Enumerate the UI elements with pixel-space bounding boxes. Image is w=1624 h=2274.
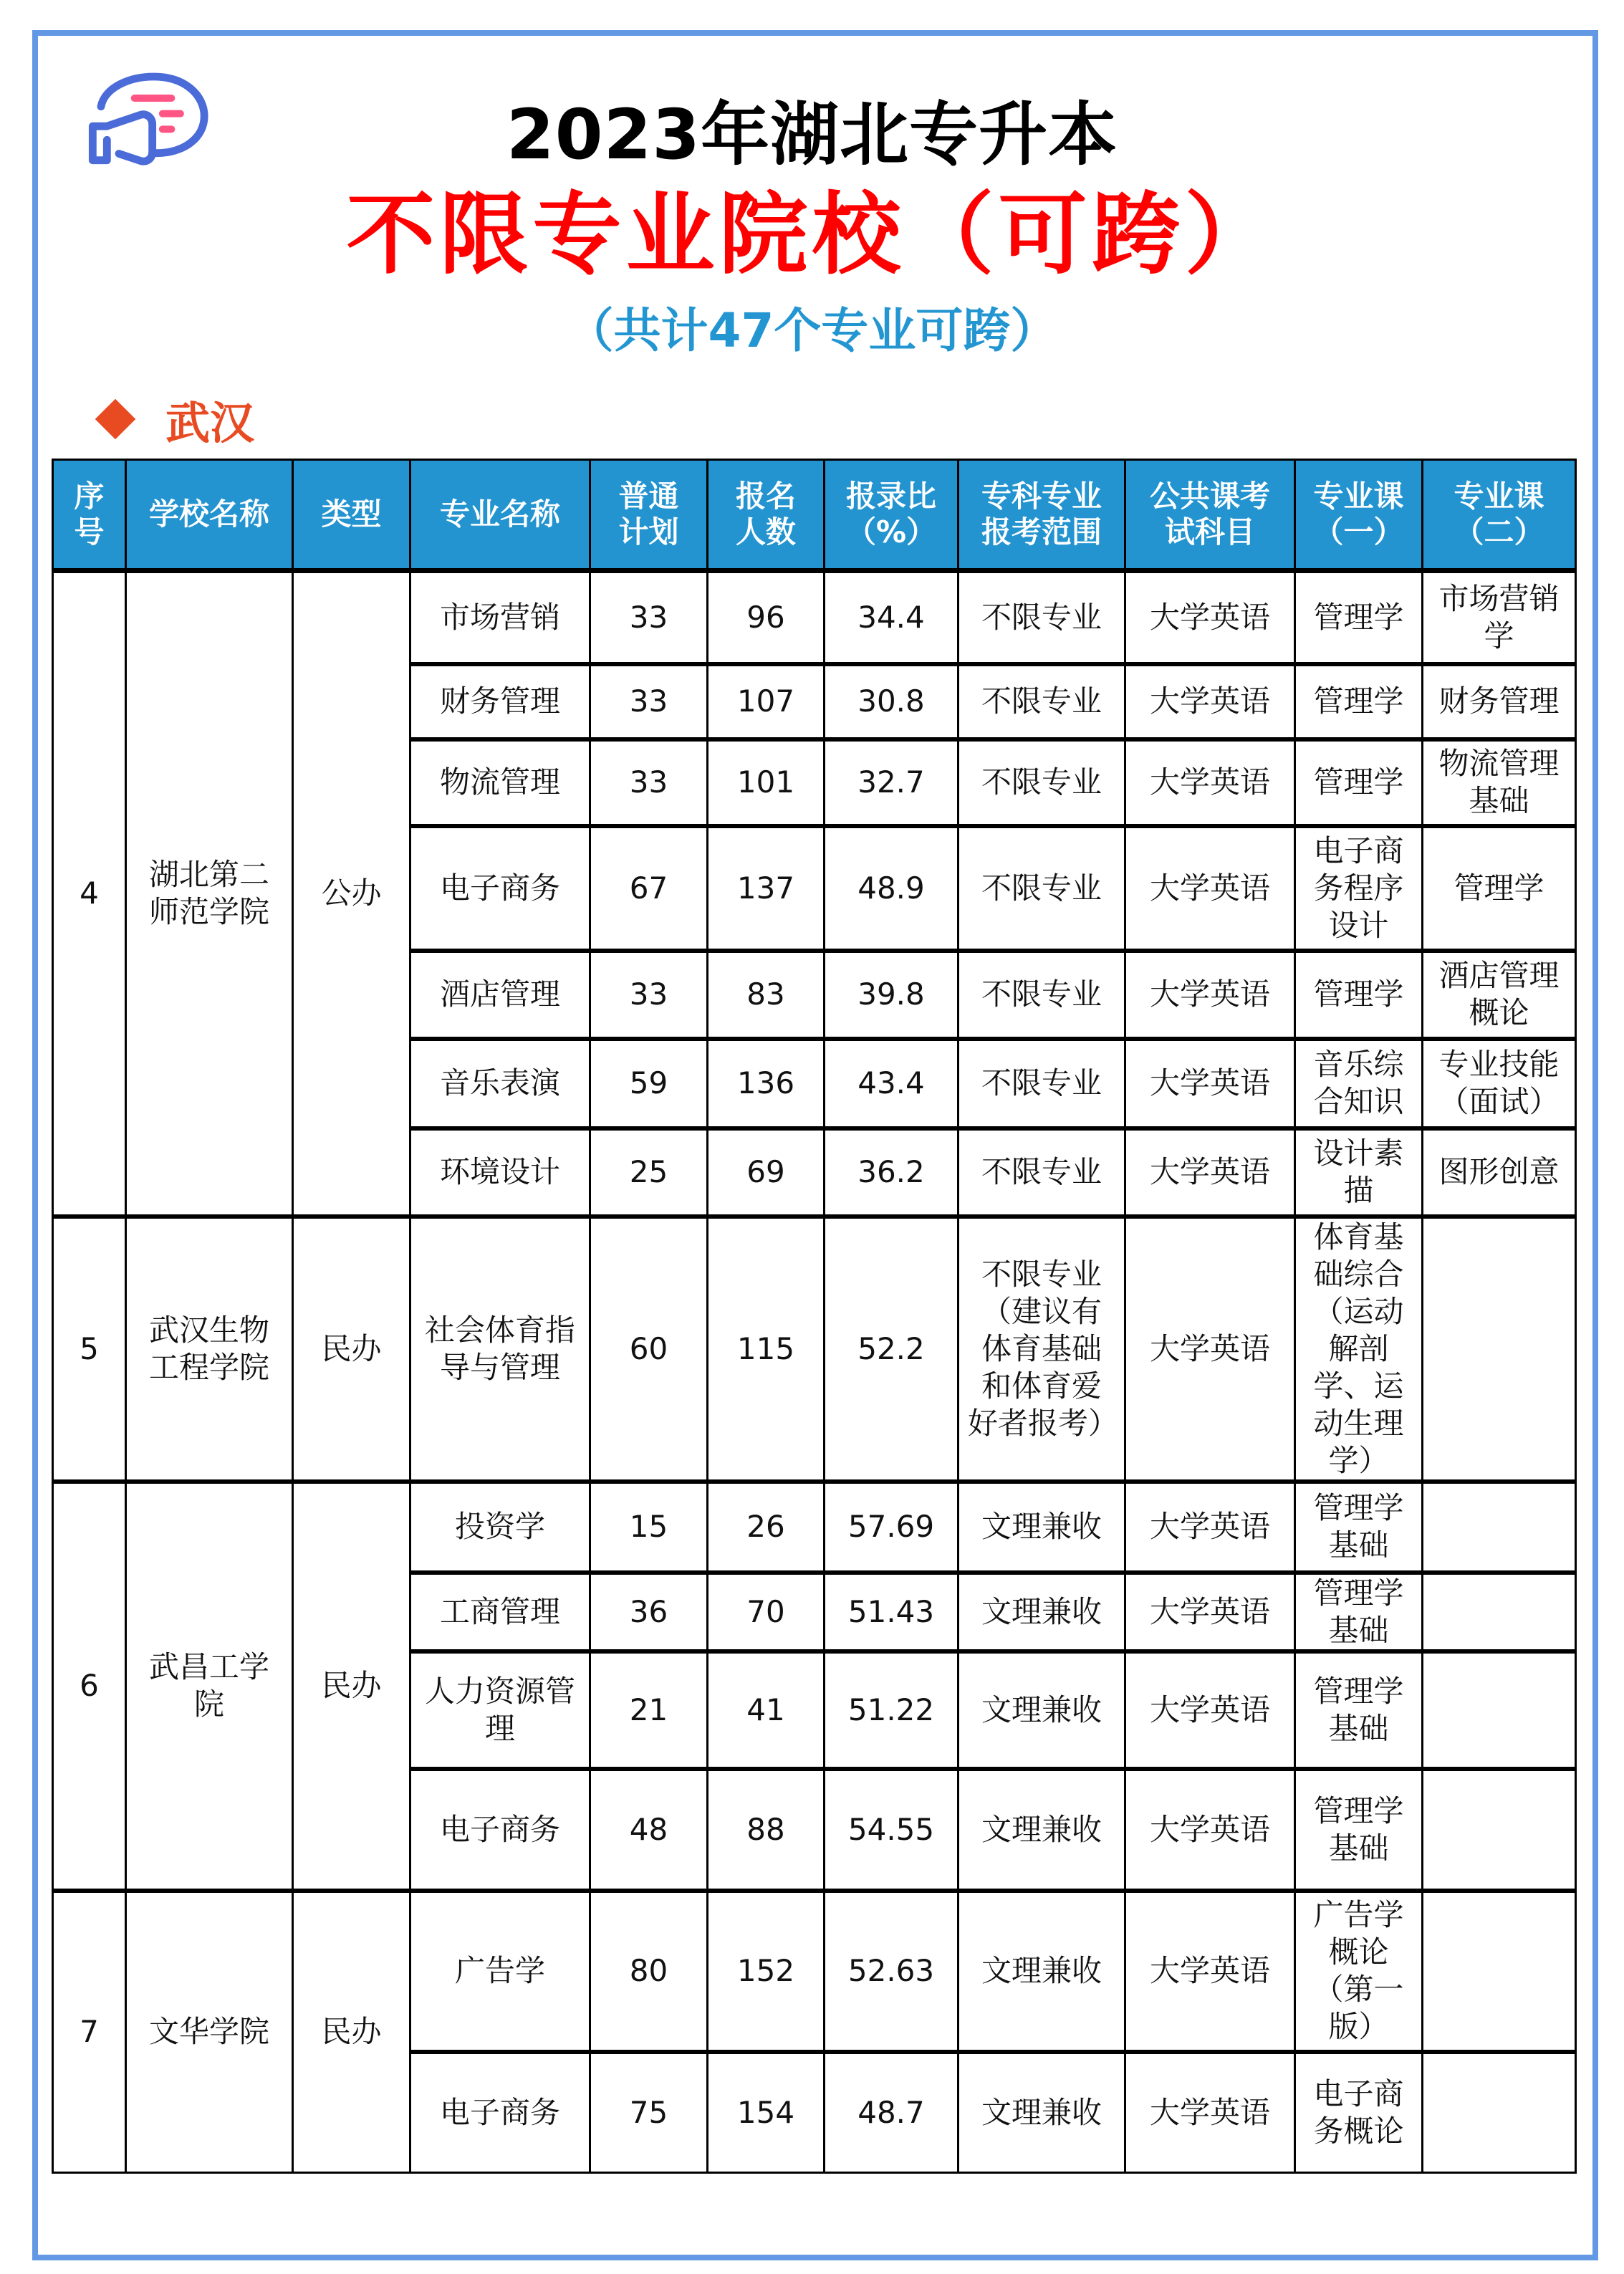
ratio-cell: 39.8 [825, 951, 958, 1039]
ratio-cell: 54.55 [825, 1769, 958, 1891]
major-name-cell: 电子商务 [410, 2052, 590, 2173]
plan-cell: 33 [590, 664, 708, 739]
scope-cell: 不限专业 [958, 664, 1125, 739]
scope-cell: 文理兼收 [958, 1482, 1125, 1573]
col-header-plan: 普通 计划 [590, 460, 708, 571]
major-name-cell: 财务管理 [410, 664, 590, 739]
course1-cell: 电子商务概论 [1295, 2052, 1423, 2173]
plan-cell: 25 [590, 1128, 708, 1217]
col-header-major: 专业名称 [410, 460, 590, 571]
public-exam-cell: 大学英语 [1125, 1128, 1295, 1217]
school-name-cell: 湖北第二师范学院 [126, 571, 293, 1217]
school-name-cell: 文华学院 [126, 1891, 293, 2173]
scope-cell: 不限专业 [958, 571, 1125, 664]
public-exam-cell: 大学英语 [1125, 826, 1295, 951]
course2-cell: 市场营销学 [1423, 571, 1576, 664]
diamond-icon [95, 399, 136, 440]
public-exam-cell: 大学英语 [1125, 1482, 1295, 1573]
school-no-cell: 5 [53, 1217, 126, 1482]
course2-cell: 图形创意 [1423, 1128, 1576, 1217]
course2-cell: 财务管理 [1423, 664, 1576, 739]
course1-cell: 管理学基础 [1295, 1769, 1423, 1891]
course2-cell: 管理学 [1423, 826, 1576, 951]
page-headline: 不限专业院校（可跨） [346, 183, 1278, 287]
applicants-cell: 70 [708, 1573, 825, 1651]
major-name-cell: 市场营销 [410, 571, 590, 664]
ratio-cell: 48.9 [825, 826, 958, 951]
scope-cell: 不限专业 [958, 826, 1125, 951]
course1-cell: 管理学 [1295, 739, 1423, 826]
ratio-cell: 34.4 [825, 571, 958, 664]
ratio-cell: 43.4 [825, 1039, 958, 1128]
scope-cell: 不限专业 [958, 951, 1125, 1039]
scope-cell: 不限专业 [958, 1128, 1125, 1217]
applicants-cell: 136 [708, 1039, 825, 1128]
col-header-course1: 专业课 （一） [1295, 460, 1423, 571]
course2-cell: 物流管理基础 [1423, 739, 1576, 826]
ratio-cell: 52.63 [825, 1891, 958, 2052]
course1-cell: 管理学基础 [1295, 1482, 1423, 1573]
scope-cell: 文理兼收 [958, 1651, 1125, 1769]
page-subtitle: （共计47个专业可跨） [566, 303, 1058, 358]
plan-cell: 80 [590, 1891, 708, 2052]
major-name-cell: 环境设计 [410, 1128, 590, 1217]
course2-cell [1423, 1891, 1576, 2052]
col-header-scope: 专科专业 报考范围 [958, 460, 1125, 571]
course1-cell: 管理学 [1295, 951, 1423, 1039]
major-name-cell: 电子商务 [410, 826, 590, 951]
table-row [53, 1217, 1576, 1482]
public-exam-cell: 大学英语 [1125, 951, 1295, 1039]
major-name-cell: 工商管理 [410, 1573, 590, 1651]
admissions-table [52, 459, 1577, 2174]
plan-cell: 75 [590, 2052, 708, 2173]
table-row [53, 1482, 1576, 1573]
applicants-cell: 115 [708, 1217, 825, 1482]
public-exam-cell: 大学英语 [1125, 1769, 1295, 1891]
col-header-public-exam: 公共课考 试科目 [1125, 460, 1295, 571]
course2-cell [1423, 1482, 1576, 1573]
scope-cell: 文理兼收 [958, 1891, 1125, 2052]
col-header-no: 序 号 [53, 460, 126, 571]
course1-cell: 管理学基础 [1295, 1651, 1423, 1769]
applicants-cell: 101 [708, 739, 825, 826]
major-name-cell: 物流管理 [410, 739, 590, 826]
plan-cell: 60 [590, 1217, 708, 1482]
applicants-cell: 152 [708, 1891, 825, 2052]
plan-cell: 15 [590, 1482, 708, 1573]
school-type-cell: 民办 [293, 1891, 410, 2173]
public-exam-cell: 大学英语 [1125, 2052, 1295, 2173]
school-no-cell: 6 [53, 1482, 126, 1891]
plan-cell: 48 [590, 1769, 708, 1891]
applicants-cell: 83 [708, 951, 825, 1039]
major-name-cell: 音乐表演 [410, 1039, 590, 1128]
col-header-type: 类型 [293, 460, 410, 571]
applicants-cell: 26 [708, 1482, 825, 1573]
school-type-cell: 民办 [293, 1217, 410, 1482]
ratio-cell: 30.8 [825, 664, 958, 739]
ratio-cell: 51.22 [825, 1651, 958, 1769]
applicants-cell: 41 [708, 1651, 825, 1769]
major-name-cell: 酒店管理 [410, 951, 590, 1039]
scope-cell: 文理兼收 [958, 2052, 1125, 2173]
region-heading [95, 390, 254, 448]
applicants-cell: 88 [708, 1769, 825, 1891]
ratio-cell: 32.7 [825, 739, 958, 826]
school-name-cell: 武昌工学院 [126, 1482, 293, 1891]
course2-cell: 酒店管理概论 [1423, 951, 1576, 1039]
page-title: 2023年湖北专升本 [506, 95, 1118, 175]
scope-cell: 文理兼收 [958, 1573, 1125, 1651]
col-header-applicants: 报名 人数 [708, 460, 825, 571]
col-header-course2: 专业课 （二） [1423, 460, 1576, 571]
public-exam-cell: 大学英语 [1125, 1217, 1295, 1482]
course1-cell: 设计素描 [1295, 1128, 1423, 1217]
major-name-cell: 电子商务 [410, 1769, 590, 1891]
scope-cell: 不限专业 [958, 1039, 1125, 1128]
public-exam-cell: 大学英语 [1125, 664, 1295, 739]
scope-cell: 不限专业 [958, 739, 1125, 826]
plan-cell: 59 [590, 1039, 708, 1128]
plan-cell: 67 [590, 826, 708, 951]
course1-cell: 管理学 [1295, 664, 1423, 739]
public-exam-cell: 大学英语 [1125, 1651, 1295, 1769]
public-exam-cell: 大学英语 [1125, 1891, 1295, 2052]
plan-cell: 36 [590, 1573, 708, 1651]
course2-cell [1423, 1769, 1576, 1891]
school-type-cell: 民办 [293, 1482, 410, 1891]
region-label: 武汉 [165, 396, 255, 449]
course1-cell: 电子商务程序设计 [1295, 826, 1423, 951]
school-type-cell: 公办 [293, 571, 410, 1217]
school-name-cell: 武汉生物工程学院 [126, 1217, 293, 1482]
course2-cell [1423, 2052, 1576, 2173]
table-row [53, 571, 1576, 664]
applicants-cell: 96 [708, 571, 825, 664]
applicants-cell: 154 [708, 2052, 825, 2173]
ratio-cell: 52.2 [825, 1217, 958, 1482]
major-name-cell: 投资学 [410, 1482, 590, 1573]
plan-cell: 33 [590, 951, 708, 1039]
course2-cell [1423, 1217, 1576, 1482]
scope-cell: 文理兼收 [958, 1769, 1125, 1891]
plan-cell: 21 [590, 1651, 708, 1769]
course1-cell: 音乐综合知识 [1295, 1039, 1423, 1128]
major-name-cell: 人力资源管理 [410, 1651, 590, 1769]
course1-cell: 管理学基础 [1295, 1573, 1423, 1651]
school-no-cell: 4 [53, 571, 126, 1217]
school-no-cell: 7 [53, 1891, 126, 2173]
plan-cell: 33 [590, 571, 708, 664]
course1-cell: 管理学 [1295, 571, 1423, 664]
course1-cell: 体育基础综合（运动解剖学、运动生理学） [1295, 1217, 1423, 1482]
major-name-cell: 广告学 [410, 1891, 590, 2052]
course2-cell [1423, 1651, 1576, 1769]
course2-cell [1423, 1573, 1576, 1651]
ratio-cell: 51.43 [825, 1573, 958, 1651]
ratio-cell: 57.69 [825, 1482, 958, 1573]
table-header-row [53, 460, 1576, 571]
plan-cell: 33 [590, 739, 708, 826]
applicants-cell: 107 [708, 664, 825, 739]
course2-cell: 专业技能（面试） [1423, 1039, 1576, 1128]
public-exam-cell: 大学英语 [1125, 1039, 1295, 1128]
table-row [53, 1891, 1576, 2052]
col-header-ratio: 报录比 （%） [825, 460, 958, 571]
col-header-school: 学校名称 [126, 460, 293, 571]
scope-cell: 不限专业（建议有体育基础和体育爱好者报考） [958, 1217, 1125, 1482]
applicants-cell: 69 [708, 1128, 825, 1217]
ratio-cell: 48.7 [825, 2052, 958, 2173]
ratio-cell: 36.2 [825, 1128, 958, 1217]
public-exam-cell: 大学英语 [1125, 1573, 1295, 1651]
course1-cell: 广告学概论（第一版） [1295, 1891, 1423, 2052]
major-name-cell: 社会体育指导与管理 [410, 1217, 590, 1482]
public-exam-cell: 大学英语 [1125, 739, 1295, 826]
applicants-cell: 137 [708, 826, 825, 951]
public-exam-cell: 大学英语 [1125, 571, 1295, 664]
